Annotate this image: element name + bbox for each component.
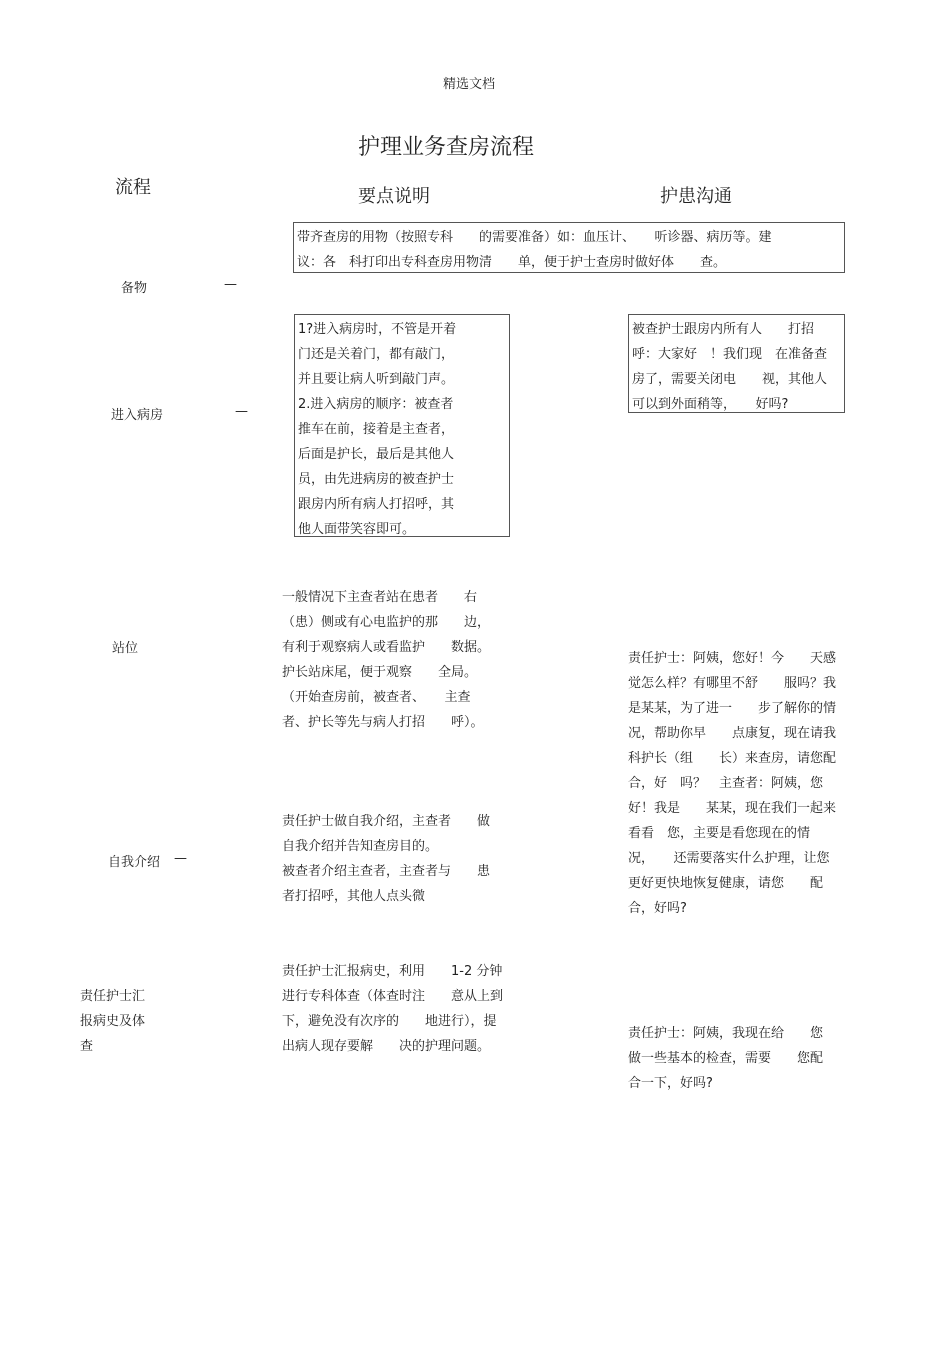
comm-text-position: 责任护士：阿姨，您好！今 天感 觉怎么样？有哪里不舒 服吗？我 是某某，为了进一 步了解你的情 况，帮助你早 点康复，现在请我 科护长（组 长）来查房，请您配 合，好 吗？ 主查者：阿姨，您 好！我是 某某，现在我们一起来 看看 您，主要是看您现在的情 况， 还需要落实什么护理，让您 更好更快地恢复健康，请您 配 合，好吗?	[628, 651, 837, 916]
points-block-intro	[282, 809, 532, 909]
step-connector-prepare: —	[224, 277, 237, 292]
step-label-enter: 进入病房	[111, 408, 164, 423]
step-connector-intro: —	[174, 851, 187, 866]
points-text-report: 责任护士汇报病史，利用 1-2 分钟 进行专科体查（体查时注 意从上到 下，避免没有次序的 地进行），提 出病人现存要解 决的护理问题。	[282, 964, 504, 1054]
step-label-intro: 自我介绍	[108, 855, 161, 870]
points-box-enter	[294, 314, 510, 537]
points-text-prepare: 带齐查房的用物（按照专科 的需要准备）如：血压计、 听诊器、病历等。建 议：各 科打印出专科查房用物清 单，便于护士查房时做好体 查。	[297, 230, 772, 270]
comm-block-position	[628, 646, 868, 921]
step-label-prepare: 备物	[121, 281, 148, 296]
points-box-prepare	[293, 222, 845, 273]
comm-text-report: 责任护士：阿姨，我现在给 您 做一些基本的检查，需要 您配 合一下，好吗?	[628, 1026, 824, 1091]
points-block-report	[282, 959, 532, 1059]
points-text-position: 一般情况下主查者站在患者 右 （患）侧或有心电监护的那 边， 有利于观察病人或看监护 数据。 护长站床尾，便于观察 全局。 （开始查房前，被查者、 主查 者、护长等先与病人打招 呼）。	[282, 590, 491, 730]
points-text-intro: 责任护士做自我介绍，主查者 做 自我介绍并告知查房目的。 被查者介绍主查者，主查者与 患 者打招呼，其他人点头微	[282, 814, 491, 904]
step-label-position: 站位	[112, 641, 139, 656]
comm-block-report	[628, 1021, 868, 1096]
step-connector-enter: —	[235, 404, 248, 419]
step-label-report-text: 责任护士汇 报病史及体 查	[80, 989, 146, 1054]
column-header-points: 要点说明	[358, 186, 430, 207]
column-header-flow: 流程	[115, 177, 151, 198]
points-text-enter: 1?进入病房时，不管是开着 门还是关着门，都有敲门， 并且要让病人听到敲门声。 2.进入病房的顺序：被查者 推车在前，接着是主查者， 后面是护长，最后是其他人 员，由先进病房的被查护士 跟房内所有病人打招呼，其 他人面带笑容即可。	[298, 322, 457, 537]
comm-text-enter: 被查护士跟房内所有人 打招 呼：大家好 ！我们现 在准备查 房了，需要关闭电 视，其他人 可以到外面稍等， 好吗?	[632, 322, 828, 412]
points-block-position	[282, 585, 522, 735]
column-header-communication: 护患沟通	[660, 186, 732, 207]
step-label-report	[80, 984, 170, 1059]
comm-box-enter	[628, 314, 845, 413]
page-title: 护理业务查房流程	[358, 135, 535, 160]
page-header-label: 精选文档	[443, 77, 496, 92]
